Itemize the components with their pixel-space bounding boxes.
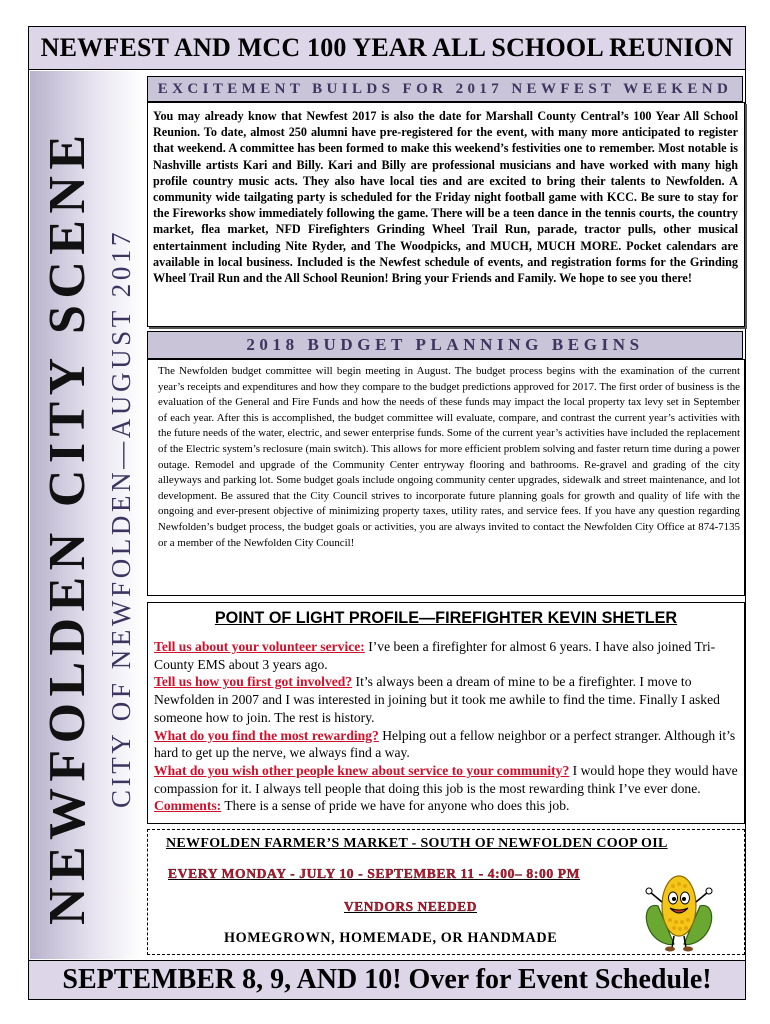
profile-question: What do you wish other people knew about service to your community? <box>154 762 570 778</box>
budget-article <box>147 359 745 596</box>
corn-mascot-icon <box>644 862 714 952</box>
newsletter-issue: CITY OF NEWFOLDEN—AUGUST 2017 <box>106 228 136 808</box>
newsletter-title: NEWFOLDEN CITY SCENE <box>39 128 96 925</box>
profile-answer: I’ve been a firefighter for almost 6 years. I have also joined Tri-County EMS about 3 years ago. <box>154 639 716 672</box>
budget-article-body: The Newfolden budget committee will begin meeting in August. The budget process begins with the examination of the current year’s receipts and expenditures and how they compare to the budget predictions approved for 2017. The first order of business is the evaluation of the General and Fire Funds and how the needs of these funds may impact the local property tax levy set in September of each year. After this is accomplished, the budget committee will evaluate, compare, and contrast the current year’s activities with the future needs of the water, electric, and sewer enterprise funds. Some of the current year’s activities have included the replacement of the Electric system’s reclosure (main switch). This allows for more efficient problem solving and faster return time during a power outage. Remodel and upgrade of the Community Center entryway flooring and bathrooms. Re-gravel and grading of the city alleyways and parking lot. Some budget goals include ongoing community center upgrades, sidewalk and street maintenance, and lot development. Be assured that the City Council strives to incorporate future planning goals for growth and quality of life with the ongoing and ever-present objective of minimizing property taxes, utility rates, and service fees. If you have any question regarding Newfolden’s budget process, the budget goals or activities, you are always invited to contact the Newfolden City Office at 874-7135 or a member of the Newfolden City Council! <box>158 365 740 549</box>
profile-question: Comments: <box>154 798 222 814</box>
market-title: NEWFOLDEN FARMER’S MARKET - SOUTH OF NEWFOLDEN COOP OIL <box>166 836 668 851</box>
top-banner: NEWFEST AND MCC 100 YEAR ALL SCHOOL REUNION <box>28 26 746 70</box>
profile-body <box>154 638 738 815</box>
farmers-market-box <box>147 829 745 955</box>
profile-question: What do you find the most rewarding? <box>154 727 379 743</box>
market-dates: EVERY MONDAY - JULY 10 - SEPTEMBER 11 - 4:00– 8:00 PM <box>168 866 581 881</box>
profile-question: Tell us about your volunteer service: <box>154 639 365 654</box>
profile-answer: It’s always been a dream of mine to be a firefighter. I move to Newfolden in 2007 and I was interested in joining but it took me awhile to find the time. Finally I asked someone how to join. The rest is history. <box>154 674 720 725</box>
bottom-banner: SEPTEMBER 8, 9, AND 10! Over for Event Schedule! <box>28 960 746 1000</box>
profile-title: POINT OF LIGHT PROFILE—FIREFIGHTER KEVIN SHETLER <box>214 609 678 627</box>
profile-answer: Helping out a fellow neighbor or a perfect stranger. Although it’s hard to get up the nerve, we always find a way. <box>154 727 736 761</box>
profile-question: Tell us how you first got involved? <box>154 674 353 690</box>
vendors-needed: VENDORS NEEDED <box>344 899 478 914</box>
section-heading-newfest: EXCITEMENT BUILDS FOR 2017 NEWFEST WEEKEND <box>147 76 743 102</box>
newfest-article-body: You may already know that Newfest 2017 is also the date for Marshall County Central’s 100 Year All School Reunion. To date, almost 250 alumni have pre-registered for the event, with many more anticipated to register that weekend. A committee has been formed to make this weekend’s festivities one to remember. Most notable is Nashville artists Kari and Billy. Kari and Billy are professional musicians and have worked with many high profile country music acts. They also have local ties and are excited to bring their talents to Newfolden. A community wide tailgating party is scheduled for the Friday night football game with KCC. Be sure to stay for the Fireworks show immediately following the game. There will be a teen dance in the tennis courts, the country market, flea market, NFD Firefighters Grinding Wheel Trail Run, parade, tractor pulls, other musical entertainment including Nite Ryder, and The Woodpicks, and MUCH, MUCH MORE. Pocket calendars are available in local business. Included is the Newfest schedule of events, and registration forms for the Grinding Wheel Trail Run and the All School Reunion! Bring your Friends and Family. We hope to see you there! <box>153 109 738 286</box>
section-heading-budget: 2018 BUDGET PLANNING BEGINS <box>147 331 743 359</box>
market-tagline: HOMEGROWN, HOMEMADE, OR HANDMADE <box>224 930 558 946</box>
point-of-light-profile <box>147 602 745 824</box>
profile-answer: There is a sense of pride we have for anyone who does this job. <box>221 798 570 814</box>
profile-answer: I would hope they would have compassion for it. I always tell people that doing this job is the most rewarding think I’ve ever done. <box>154 762 738 796</box>
newfest-article <box>147 102 745 327</box>
